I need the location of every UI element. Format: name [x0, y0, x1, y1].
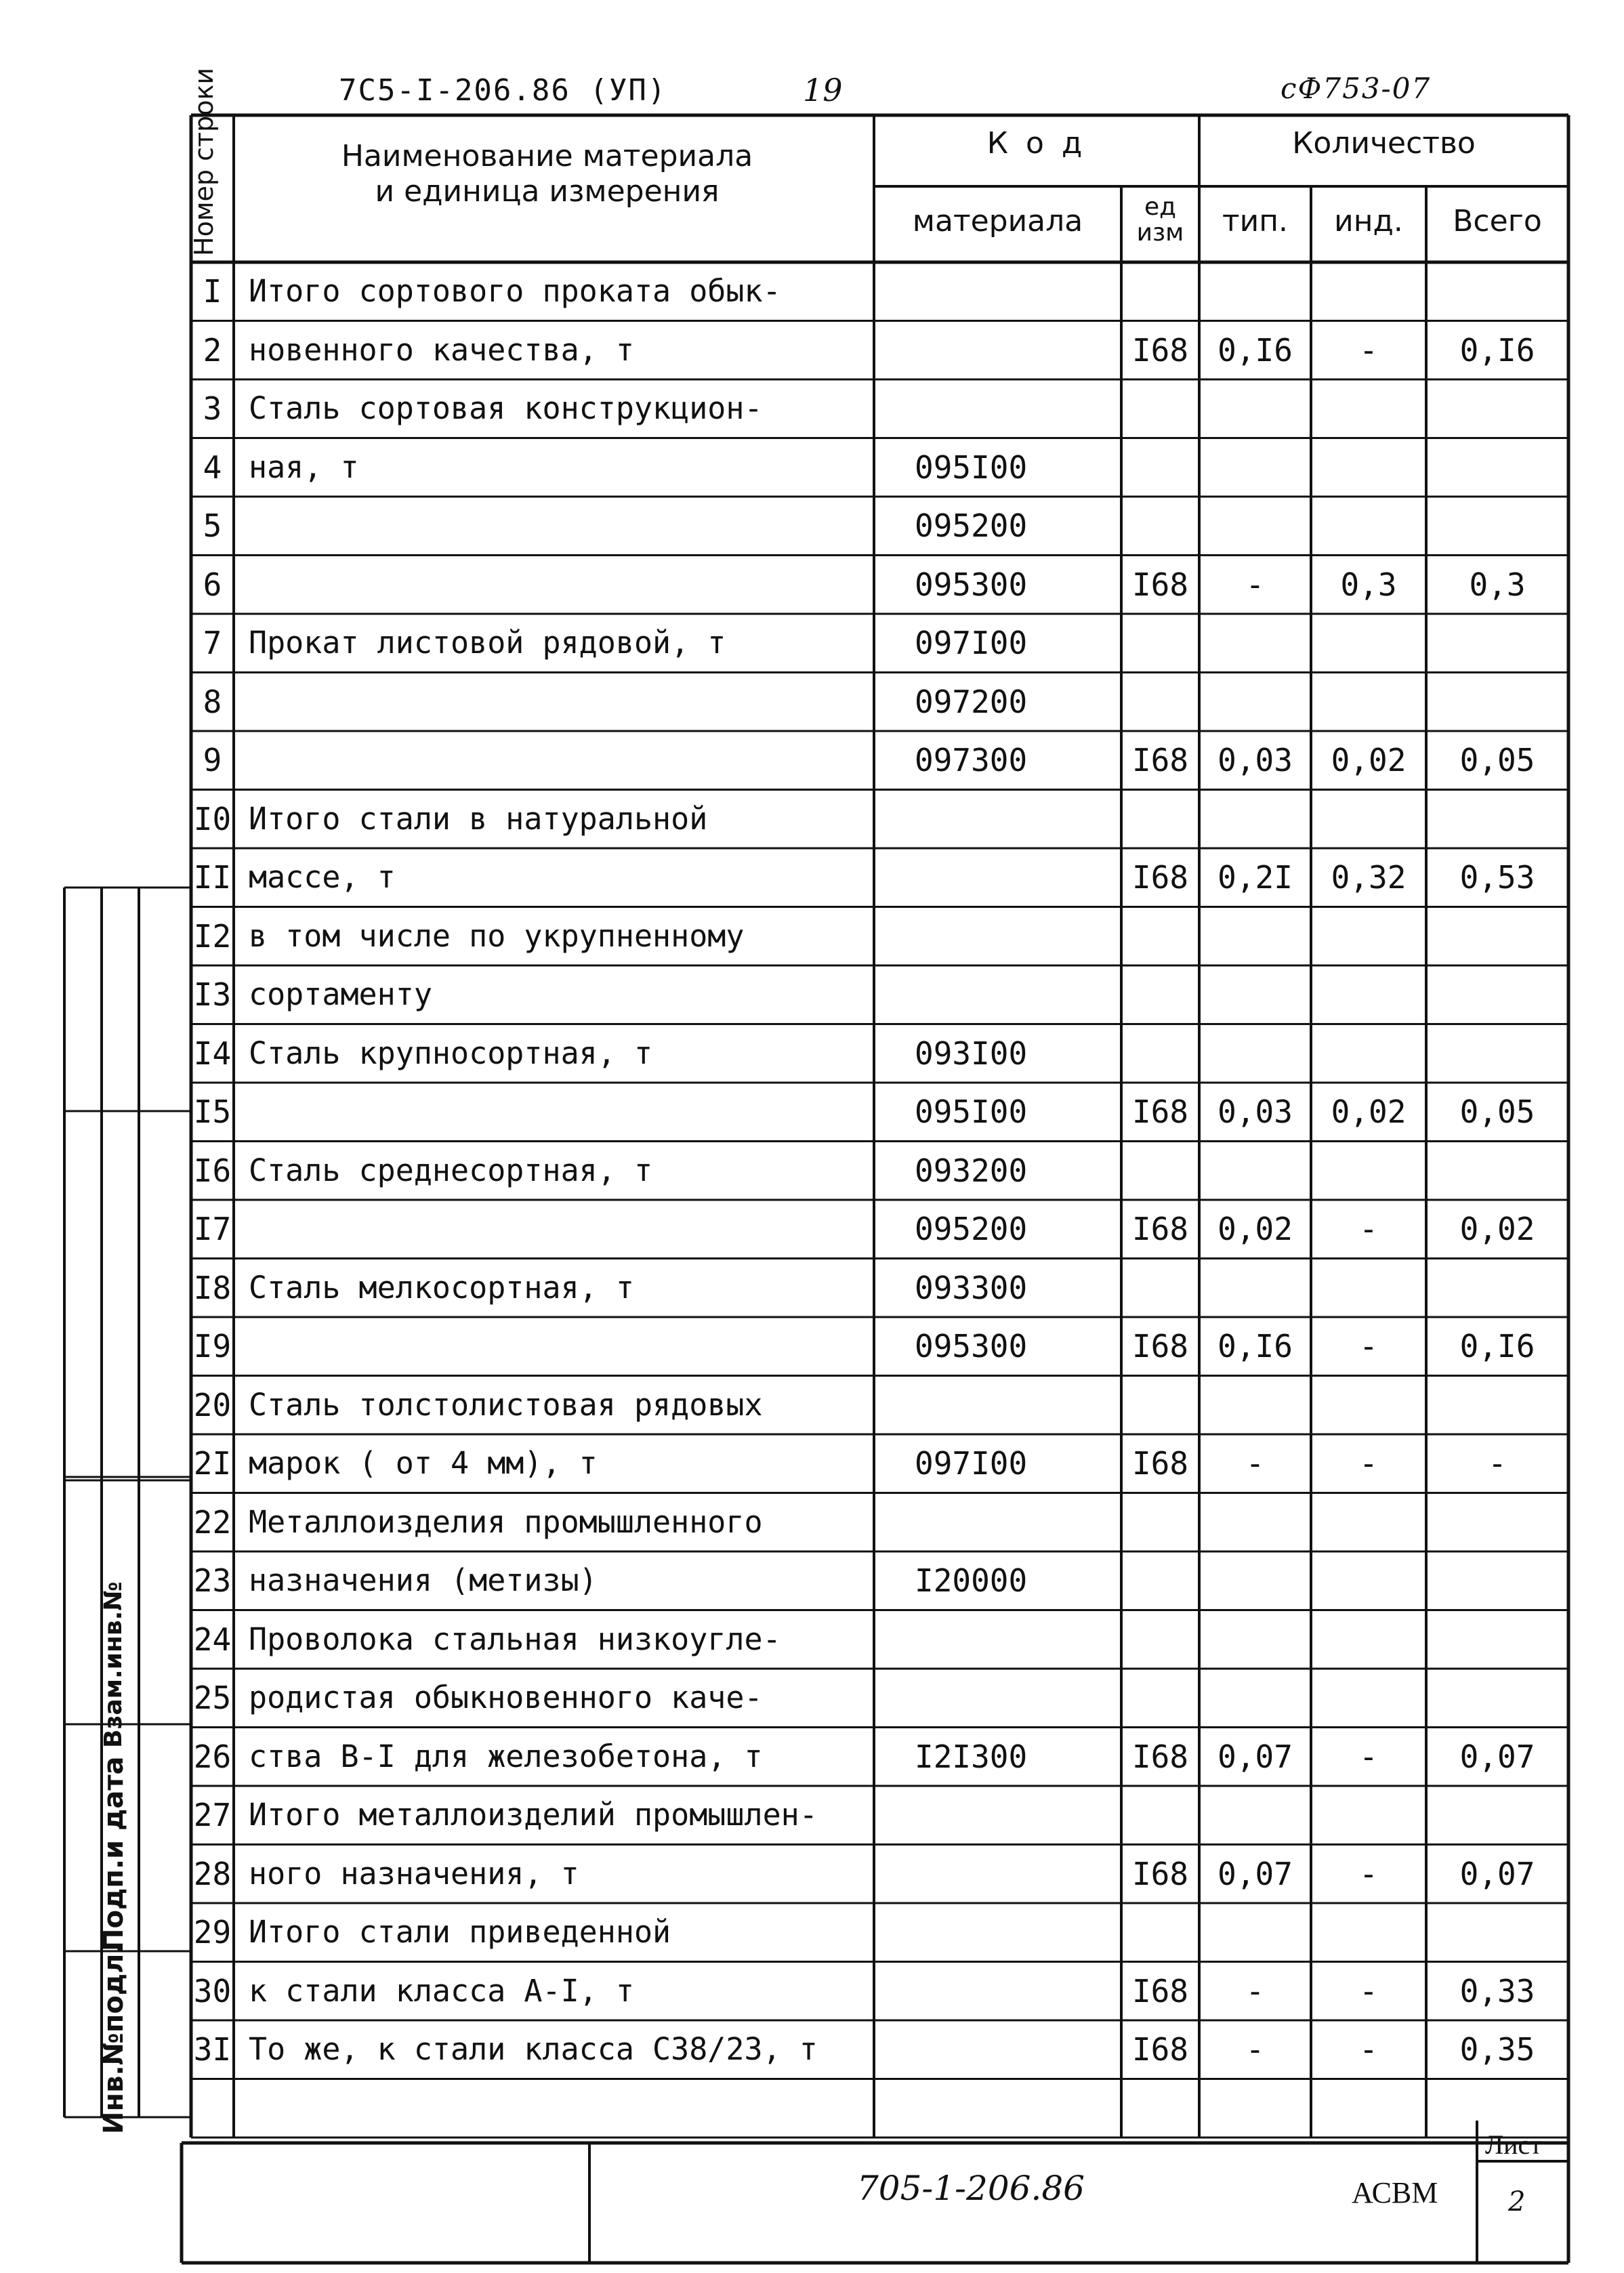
row-code: 095I00: [915, 1093, 1028, 1130]
header-code-unit: ед изм: [1136, 193, 1184, 247]
row-qty-total: 0,35: [1459, 2031, 1535, 2068]
row-number: 22: [193, 1503, 232, 1541]
row-unit: I68: [1131, 566, 1189, 603]
row-unit: I68: [1131, 2031, 1189, 2068]
row-number: 28: [193, 1855, 232, 1892]
row-qty-typ: 0,2I: [1217, 859, 1293, 896]
row-name: Сталь среднесортная, т: [249, 1152, 653, 1188]
header-qty-ind: инд.: [1334, 204, 1403, 238]
row-qty-typ: 0,07: [1217, 1738, 1293, 1775]
row-qty-total: 0,33: [1459, 1972, 1535, 2009]
row-qty-total: 0,3: [1469, 566, 1526, 603]
row-number: II: [193, 859, 232, 896]
row-unit: I68: [1131, 1972, 1189, 2009]
row-name: Сталь толстолистовая рядовых: [249, 1386, 763, 1423]
row-number: I8: [193, 1269, 232, 1306]
side-label-podp: Подп.и дата: [98, 1756, 129, 1951]
row-number: 3: [203, 390, 222, 427]
row-name: Итого стали приведенной: [249, 1914, 671, 1950]
row-number: I4: [193, 1035, 232, 1072]
row-name: ства В-I для железобетона, т: [249, 1738, 763, 1774]
row-code: 095I00: [915, 449, 1028, 486]
header-qty-typ: тип.: [1222, 204, 1288, 238]
row-name: массе, т: [249, 859, 396, 895]
row-name: сортаменту: [249, 976, 432, 1012]
row-name: в том числе по укрупненному: [249, 917, 745, 954]
row-number: 25: [193, 1680, 232, 1716]
row-qty-typ: 0,I6: [1217, 1328, 1293, 1364]
row-qty-ind: 0,3: [1340, 566, 1397, 603]
footer-organization: АСВМ: [1352, 2176, 1438, 2209]
archive-stamp-code: сФ753-07: [1281, 72, 1432, 105]
row-unit: I68: [1131, 1211, 1189, 1247]
row-name: к стали класса А-I, т: [249, 1972, 634, 2009]
footer-sheet-label: Лист: [1485, 2129, 1542, 2160]
row-code: 097200: [915, 683, 1028, 720]
row-qty-ind: 0,02: [1331, 1093, 1407, 1130]
row-qty-total: 0,05: [1459, 1093, 1535, 1130]
row-unit: I68: [1131, 1093, 1189, 1130]
row-name: Итого стали в натуральной: [249, 800, 708, 837]
footer-document-code: 705-1-206.86: [857, 2169, 1085, 2208]
row-name: родистая обыкновенного каче-: [249, 1680, 763, 1715]
row-number: 23: [193, 1562, 232, 1599]
row-qty-total: 0,02: [1459, 1211, 1535, 1247]
row-unit: I68: [1131, 1738, 1189, 1775]
row-qty-total: 0,07: [1459, 1855, 1535, 1892]
row-qty-total: 0,I6: [1459, 1328, 1535, 1364]
row-unit: I68: [1131, 1328, 1189, 1364]
row-qty-typ: -: [1245, 1445, 1265, 1482]
row-number: I9: [193, 1328, 232, 1364]
row-qty-ind: -: [1359, 331, 1378, 369]
row-number: 29: [193, 1914, 232, 1951]
header-row-number: Номер строки: [189, 67, 219, 256]
row-name: Сталь мелкосортная, т: [249, 1269, 634, 1306]
row-number: 4: [203, 449, 222, 486]
row-number: I: [203, 273, 222, 310]
row-qty-ind: -: [1359, 1445, 1378, 1482]
row-number: 7: [203, 625, 222, 661]
row-number: I6: [193, 1152, 232, 1189]
row-code: 095300: [915, 1328, 1028, 1364]
row-code: 093I00: [915, 1035, 1028, 1072]
row-code: I2I300: [915, 1738, 1028, 1775]
row-qty-typ: 0,07: [1217, 1855, 1293, 1892]
row-qty-ind: -: [1359, 1972, 1378, 2009]
row-number: I2: [193, 917, 232, 955]
footer-sheet-number: 2: [1508, 2186, 1526, 2217]
row-name: Проволока стальная низкоугле-: [249, 1621, 781, 1657]
row-number: 5: [203, 507, 222, 544]
row-number: I5: [193, 1093, 232, 1130]
row-name: То же, к стали класса С38/23, т: [249, 2031, 818, 2067]
row-name: новенного качества, т: [249, 331, 634, 368]
row-number: 30: [193, 1972, 232, 2009]
row-number: 8: [203, 683, 222, 720]
row-qty-typ: 0,02: [1217, 1211, 1293, 1247]
row-name: назначения (метизы): [249, 1562, 598, 1598]
row-number: I3: [193, 976, 232, 1013]
row-unit: I68: [1131, 331, 1189, 369]
row-number: 2: [203, 331, 222, 369]
row-code: 095300: [915, 566, 1028, 603]
row-unit: I68: [1131, 1855, 1189, 1892]
header-code-material: материала: [912, 204, 1083, 238]
row-unit: I68: [1131, 1445, 1189, 1482]
row-name: марок ( от 4 мм), т: [249, 1445, 598, 1481]
row-number: I7: [193, 1211, 232, 1247]
row-code: 093300: [915, 1269, 1028, 1306]
row-number: 24: [193, 1621, 232, 1658]
row-qty-ind: -: [1359, 1738, 1378, 1775]
row-qty-total: 0,53: [1459, 859, 1535, 896]
row-qty-typ: -: [1245, 2031, 1265, 2068]
header-name: Наименование материала и единица измерения: [341, 139, 753, 209]
row-qty-total: 0,05: [1459, 742, 1535, 778]
row-number: I0: [193, 800, 232, 837]
header-code: К о д: [986, 126, 1087, 161]
row-code: 095200: [915, 1211, 1028, 1247]
row-qty-ind: 0,32: [1331, 859, 1407, 896]
row-unit: I68: [1131, 742, 1189, 778]
page-number-handwritten: 19: [803, 72, 843, 108]
row-qty-total: -: [1488, 1445, 1507, 1482]
header-quantity: Количество: [1292, 126, 1476, 161]
row-qty-ind: -: [1359, 1328, 1378, 1364]
row-name: Прокат листовой рядовой, т: [249, 625, 726, 661]
row-unit: I68: [1131, 859, 1189, 896]
header-qty-total: Всего: [1453, 204, 1542, 238]
row-qty-typ: -: [1245, 1972, 1265, 2009]
row-name: Итого сортового проката обык-: [249, 273, 781, 309]
row-qty-ind: -: [1359, 2031, 1378, 2068]
document-code-header: 7С5-I-206.86 (УП): [339, 73, 667, 108]
row-code: 097I00: [915, 1445, 1028, 1482]
row-code: 097300: [915, 742, 1028, 778]
row-name: Сталь сортовая конструкцион-: [249, 390, 763, 426]
row-qty-total: 0,07: [1459, 1738, 1535, 1775]
row-name: Сталь крупносортная, т: [249, 1035, 653, 1071]
row-number: 2I: [193, 1445, 232, 1482]
row-name: ного назначения, т: [249, 1855, 579, 1892]
row-code: 093200: [915, 1152, 1028, 1189]
row-name: Итого металлоизделий промышлен-: [249, 1797, 818, 1833]
side-label-inv: Инв.№подл.: [98, 1943, 129, 2134]
row-number: 6: [203, 566, 222, 603]
row-number: 9: [203, 742, 222, 778]
row-code: 097I00: [915, 625, 1028, 661]
row-qty-ind: -: [1359, 1211, 1378, 1247]
row-number: 27: [193, 1797, 232, 1833]
row-qty-ind: -: [1359, 1855, 1378, 1892]
side-label-vzam: Взам.инв.№: [100, 1581, 127, 1748]
row-qty-typ: 0,03: [1217, 1093, 1293, 1130]
row-number: 26: [193, 1738, 232, 1775]
row-name: Металлоизделия промышленного: [249, 1503, 763, 1540]
row-code: 095200: [915, 507, 1028, 544]
row-qty-ind: 0,02: [1331, 742, 1407, 778]
row-number: 20: [193, 1386, 232, 1423]
row-qty-total: 0,I6: [1459, 331, 1535, 369]
row-qty-typ: 0,I6: [1217, 331, 1293, 369]
row-qty-typ: -: [1245, 566, 1265, 603]
row-code: I20000: [915, 1562, 1028, 1599]
row-qty-typ: 0,03: [1217, 742, 1293, 778]
row-number: 3I: [193, 2031, 232, 2068]
row-name: ная, т: [249, 449, 359, 485]
